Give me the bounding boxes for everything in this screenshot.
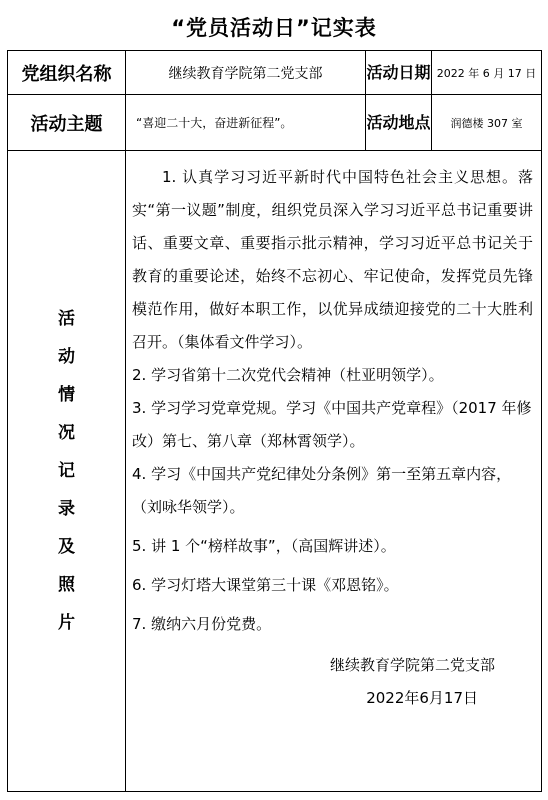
org-row [8,51,542,95]
record-item-6: 6. 学习灯塔大课堂第三十课《邓恩铭》。 [132,576,399,594]
record-item-7: 7. 缴纳六月份党费。 [132,615,272,633]
record-row [8,151,542,792]
record-table [7,50,542,792]
place-label: 活动地点 [366,95,432,151]
signature: 继续教育学院第二党支部 [329,656,495,674]
record-content [126,151,542,792]
record-item-2: 2. 学习省第十二次党代会精神（杜亚明领学）。 [132,366,444,384]
org-label: 党组织名称 [8,51,126,95]
theme-row [8,95,542,151]
date-value: 2022 年 6 月 17 日 [432,51,542,95]
record-item-1: 1. 认真学习习近平新时代中国特色社会主义思想。落实“第一议题”制度，组织党员深入学习习近平总书记重要讲话、重要文章、重要指示批示精神，学习习近平总书记关于教育的重要论述，始终不忘初心、牢记使命，发挥党员先锋模范作用，做好本职工作，以优异成绩迎接党的二十大胜利召开。（集体看文件学习）。 [132,168,533,351]
org-value: 继续教育学院第二党支部 [126,51,366,95]
record-item-3: 3. 学习学习党章党规。学习《中国共产党章程》（2017 年修改）第七、第八章（郑林霄领学）。 [132,399,532,450]
theme-value: “喜迎二十大，奋进新征程”。 [126,95,366,151]
page-title: “党员活动日”记实表 [171,16,377,40]
side-char: 片 [58,613,75,633]
side-char: 动 [58,347,75,367]
record-item-4: 4. 学习《中国共产党纪律处分条例》第一至第五章内容，（刘咏华领学）。 [132,465,512,516]
date-label: 活动日期 [366,51,432,95]
side-char: 照 [58,575,75,595]
side-char: 及 [58,537,75,557]
sign-date: 2022年6月17日 [366,689,478,707]
record-item-5: 5. 讲 1 个“榜样故事”，（高国辉讲述）。 [132,537,396,555]
place-value: 润德楼 307 室 [432,95,542,151]
side-char: 录 [58,499,75,519]
side-char: 记 [58,461,75,481]
side-char: 活 [58,309,75,329]
side-char: 况 [58,423,75,443]
theme-label: 活动主题 [8,95,126,151]
record-side-label [8,151,126,792]
side-char: 情 [58,385,75,405]
